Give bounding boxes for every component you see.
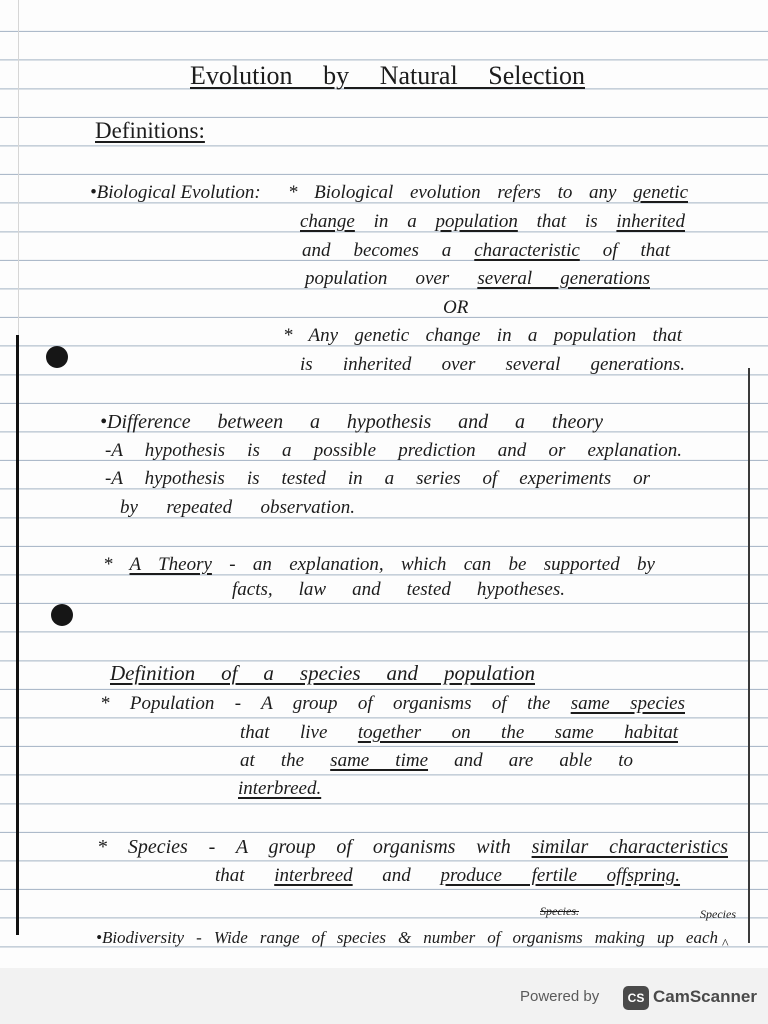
text-segment: that (215, 865, 275, 886)
species-population-heading (110, 662, 535, 684)
population-line-4 (238, 778, 321, 800)
population-line-1 (100, 693, 685, 715)
powered-by-label: Powered by (520, 988, 600, 1005)
underlined-segment: together on the same habitat (357, 722, 679, 743)
insert-caret: ^ (722, 937, 729, 952)
bio-evolution-line-6: is inherited over several generations. (300, 354, 685, 375)
underlined-segment: population (435, 211, 518, 232)
text-segment: of that (579, 240, 670, 261)
page-edge-left (16, 335, 19, 935)
population-line-3 (240, 750, 633, 772)
hypothesis-line-3: by repeated observation. (120, 497, 355, 518)
text-segment: and (352, 865, 441, 886)
punch-hole-upper (46, 346, 68, 368)
biological-evolution-term: •Biological Evolution: (90, 182, 261, 203)
text-segment: at the (240, 750, 331, 771)
page-edge-right (748, 368, 750, 943)
punch-hole-lower (51, 604, 73, 626)
struck-note: Species. (540, 904, 579, 918)
bio-evolution-line-3 (302, 240, 670, 262)
underlined-segment: same species (570, 693, 685, 714)
text-segment: in a (354, 211, 436, 232)
underlined-segment: interbreed. (238, 778, 322, 799)
hypothesis-line-2: -A hypothesis is tested in a series of experiments or (105, 468, 650, 489)
text-segment: population over (305, 268, 478, 289)
species-line-2 (215, 865, 680, 887)
text-segment: * Population - A group of organisms of the (100, 693, 571, 714)
text-segment: that is (517, 211, 617, 232)
text-segment: and becomes a (302, 240, 475, 261)
bio-evolution-line-1 (288, 182, 688, 204)
theory-line-2: facts, law and tested hypotheses. (232, 579, 565, 600)
text-segment: * Biological evolution refers to any (288, 182, 634, 203)
species-line-1 (97, 836, 728, 858)
underlined-segment: several generations (477, 268, 650, 289)
hypothesis-line-1: -A hypothesis is a possible prediction and or explanation. (105, 440, 682, 461)
definitions-heading-text: Definitions: (95, 118, 205, 143)
underlined-segment: characteristic (474, 240, 580, 261)
underlined-segment: inherited (616, 211, 685, 232)
underlined-segment: A Theory (129, 554, 212, 575)
bio-evolution-line-5: * Any genetic change in a population that (283, 325, 682, 346)
page-edge-top (18, 0, 19, 335)
page-title-text: Evolution by Natural Selection (190, 61, 585, 90)
underlined-segment: produce fertile offspring. (440, 865, 681, 886)
underlined-segment: same time (330, 750, 429, 771)
bio-evolution-line-4 (305, 268, 650, 290)
camscanner-brand: CamScanner (653, 987, 757, 1006)
or-separator: OR (443, 297, 469, 318)
page-title (190, 61, 585, 91)
text-segment: that live (240, 722, 358, 743)
underlined-segment: genetic (633, 182, 688, 203)
margin-note: Species (700, 907, 736, 921)
camscanner-logo-icon: CS (623, 986, 649, 1010)
underlined-segment: Definition of a species and population (110, 661, 535, 685)
text-segment: and are able to (428, 750, 633, 771)
underlined-segment: interbreed (274, 865, 353, 886)
definitions-heading (95, 118, 205, 144)
bio-evolution-line-2 (300, 211, 685, 233)
population-line-2 (240, 722, 678, 744)
text-segment: * (103, 554, 130, 575)
text-segment: - an explanation, which can be supported by (211, 554, 655, 575)
theory-line-1 (103, 554, 655, 576)
hypothesis-theory-heading: •Difference between a hypothesis and a theory (100, 411, 603, 433)
underlined-segment: similar characteristics (531, 836, 728, 858)
biodiversity-line: •Biodiversity - Wide range of species & number of organisms making up each (96, 928, 718, 947)
text-segment: * Species - A group of organisms with (97, 836, 532, 858)
underlined-segment: change (300, 211, 355, 232)
